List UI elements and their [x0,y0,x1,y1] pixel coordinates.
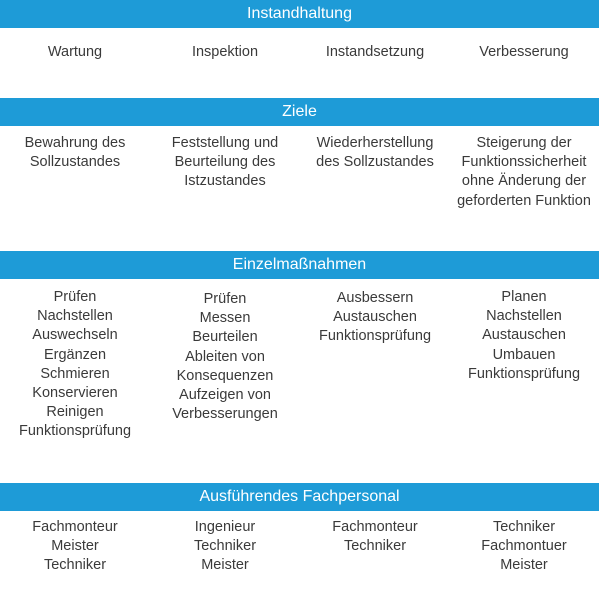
cell-line: Inspektion [191,44,259,60]
section-header-ziele: Ziele [0,98,599,126]
cell-line: Techniker [492,519,556,535]
cell-line: Sollzustandes [29,154,121,171]
cell-line: Wiederherstellung [316,135,434,151]
cell-line: des Sollzustandes [316,154,434,171]
cell-ziel-inspektion [150,134,300,192]
cell-line: Austauschen [333,309,417,326]
cell-personal-wartung [0,518,150,576]
cell-line: Messen [199,310,251,327]
cell-line: Nachstellen [486,308,562,325]
cell-line: Fachmonteur [332,519,418,535]
cell-ziel-wartung [0,134,150,172]
cell-massnahmen-verbesserung [449,288,599,384]
cell-massnahmen-wartung [0,288,150,442]
cell-line: geforderten Funktion [457,192,591,209]
cell-ziel-verbesserung [449,134,599,211]
cell-line: Reinigen [46,404,104,421]
cell-line: Konservieren [32,385,118,402]
cell-line: Beurteilen [192,329,258,346]
cell-personal-verbesserung [449,518,599,576]
cell-ziel-instandsetzung [300,134,450,172]
cell-massnahmen-instandsetzung [300,289,450,347]
cell-verbesserung [449,43,599,62]
cell-line: Meister [500,557,548,574]
section-header-instandhaltung: Instandhaltung [0,0,599,28]
cell-line: Funktionsprüfung [18,423,132,440]
cell-massnahmen-inspektion [150,290,300,424]
cell-line: Umbauen [492,346,556,363]
cell-line: Meister [201,557,249,574]
cell-line: Prüfen [53,289,97,305]
cell-line: Istzustandes [184,173,266,190]
cell-line: Bewahrung des [24,135,126,151]
cell-instandsetzung [300,43,450,62]
cell-line: Instandsetzung [325,44,425,60]
cell-line: Fachmonteur [32,519,118,535]
cell-line: Ableiten von [185,348,265,365]
cell-line: Beurteilung des [174,154,276,171]
cell-line: Meister [51,538,99,555]
cell-line: Steigerung der [476,135,572,151]
cell-line: Austauschen [482,327,566,344]
cell-line: Feststellung und [171,135,279,151]
cell-line: Funktionssicherheit [461,154,587,171]
cell-line: Techniker [43,557,107,574]
cell-line: Planen [501,289,547,305]
cell-line: Ingenieur [194,519,256,535]
cell-line: Funktionsprüfung [467,365,581,382]
cell-line: Prüfen [203,291,247,307]
cell-line: Verbesserungen [172,406,278,423]
section-header-einzelmassnahmen: Einzelmaßnahmen [0,251,599,279]
cell-line: Funktionsprüfung [318,328,432,345]
cell-personal-instandsetzung [300,518,450,556]
cell-inspektion [150,43,300,62]
cell-line: Aufzeigen von [179,387,271,404]
cell-personal-inspektion [150,518,300,576]
cell-line: Techniker [193,538,257,555]
section-header-fachpersonal: Ausführendes Fachpersonal [0,483,599,511]
cell-line: Fachmontuer [481,538,567,555]
cell-line: Konsequenzen [176,367,274,384]
cell-wartung [0,43,150,62]
cell-line: Techniker [343,538,407,555]
cell-line: Wartung [47,44,103,60]
cell-line: Auswechseln [32,327,118,344]
cell-line: Schmieren [40,365,110,382]
cell-line: Ausbessern [336,290,414,306]
cell-line: Verbesserung [479,44,569,60]
cell-line: ohne Änderung der [461,173,587,190]
cell-line: Ergänzen [43,346,107,363]
cell-line: Nachstellen [37,308,113,325]
